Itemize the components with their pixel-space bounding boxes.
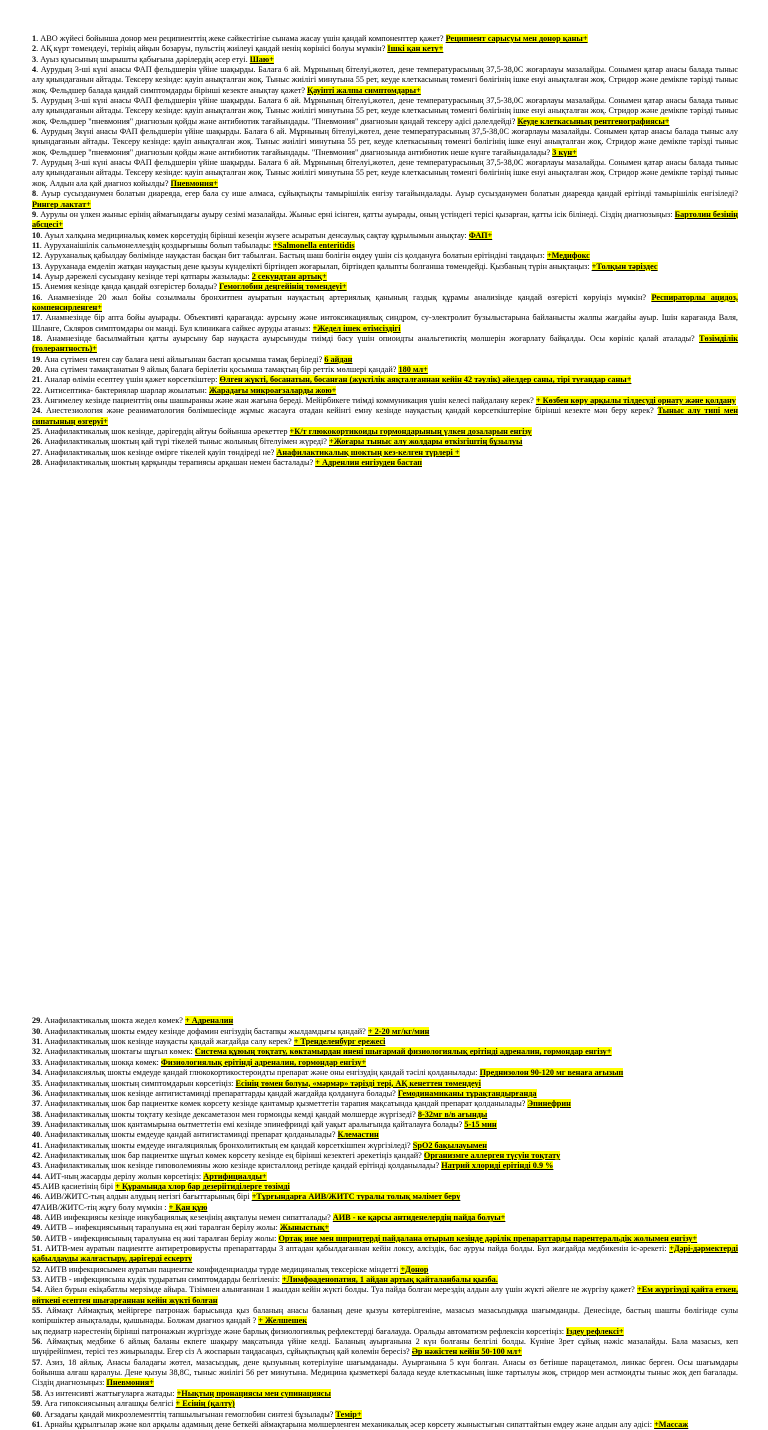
answer-highlight: +Донор (400, 1264, 429, 1274)
question-text: . Анафилактикалық шок кезінде науқасты қандай жағдайда салу керек? (40, 1037, 292, 1047)
question-text: . Ауруханалық қабылдау бөлімінде науқастан басқан бит табылған. Бастың шаш болігін өңдеу үшін сіз қолдануға болатын ерітіндіні таңдаңыз: (40, 251, 545, 261)
question-number: 2 (32, 44, 37, 54)
answer-highlight: Ортақ ине мен шприцтерді пайдалана отырып кезінде дәрілік препараттарды парентеральдік жолымен енгізу+ (278, 1233, 698, 1243)
question-item (32, 313, 738, 334)
question-number: 24 (32, 406, 41, 416)
question-number: 37 (32, 1099, 41, 1109)
question-item (32, 396, 738, 406)
question-number: 40 (32, 1130, 41, 1140)
question-item (32, 1172, 738, 1182)
question-number: 9 (32, 209, 37, 219)
question-item (32, 1079, 738, 1089)
question-number: 41 (32, 1140, 41, 1150)
answer-highlight: Шаю+ (249, 54, 274, 64)
answer-highlight: +Дәрі-дәрмектерді қабылдауды жалғастыру, дәрігерді ескерту (32, 1244, 738, 1264)
question-number: 34 (32, 1068, 41, 1078)
question-number: 29 (32, 1016, 41, 1026)
question-text: . Анафилактикалық шок кезінде гиповолемияны жою кезінде кристаллоид ретінде қандай ерітінді қолданылады? (40, 1161, 440, 1171)
question-item (32, 96, 738, 127)
question-list-part-2 (32, 1016, 738, 1430)
question-text: . Анафилактикалық шокта жедел көмек? (40, 1016, 183, 1026)
answer-highlight: +Массаж (654, 1419, 689, 1429)
question-item (32, 241, 738, 251)
answer-highlight: Организмге аллерген түсуін тоқтату (423, 1150, 561, 1160)
answer-highlight: +Жедел ішек өтімсіздігі (312, 323, 401, 333)
question-item (32, 34, 738, 44)
question-item (32, 189, 738, 210)
question-text: . Ауыл халқына медициналық көмек көрсетудің бірінші кезеңін жүзеге асыратын денсаулық сақтау құрылымын анықтау: (40, 230, 467, 240)
question-number: 15 (32, 282, 41, 292)
answer-highlight: +Тұрғындарға АИВ/ЖИТС туралы толық мәлімет беру (251, 1192, 461, 1202)
question-text: . Аймақт Аймақтық мейіргере патронаж барысында қыз баланың анасы баланың дене қызуы көтерілгеніне, мазасыз мазасыздыққа шағымданды. Денесінде, бастың шашты бөлігінде сулы көпіршіктер анықталады, қышынады. Болжам диагноз қандай ? (32, 1306, 738, 1326)
answer-highlight: Бартолин безінің абсцесі+ (32, 209, 739, 230)
question-number: 38 (32, 1109, 41, 1119)
question-text: . Айел бурын екіқабатлы мерзімде айыра. Тізімнен алынғаннан 1 жылдан кейін жүкті болды. Туа пайда болған мерездің алдын алу үшін жүкті әйелге не жүргізу қажет? (40, 1285, 635, 1295)
question-text: . Анафилактикалық шоктың қай түрі тікелей тыныс жолының бітелуімен жүреді? (40, 437, 327, 447)
question-item (32, 355, 738, 365)
question-text: . Ангимелеу кезінде пациенттің оны шашыранкы және жан жағына береді. Мейірбикеге тиімді коммуникация үшін келесі пайдалану керек? (40, 396, 534, 406)
question-item (32, 1306, 738, 1327)
question-number: 12 (32, 251, 41, 261)
answer-highlight: Система құюың тоқтату, көктамырдан инені шығармай физиологиялық ерітінді адреналин, гормондар енгізу+ (194, 1047, 612, 1057)
answer-highlight: ФАП+ (468, 230, 493, 240)
question-text: . Аурудың 3-ші күні анасы ФАП фельдшерін үйіне шақырды. Балаға 6 ай. Мұрнының бітелуі,жөтел, дене температурасының 37,5-38,0С жоғарлауы мазалайды. Сонымен қатар анасы балада тыныс алу қиындағанын айтады. Тексеру кезінде: қауіп анықталған жоқ. Тыныс жиілігі минутына 55 рет, кеуде клеткасының төменгі бөлігінің ішке енуі анықталған жоқ. Стридор және демікпе тәрізді тыныс жоқ. Алдын ала қай диагноз койылды? (32, 158, 738, 188)
question-text: . Анафилактикалық шок кезінде антигистаминді препараттарды қандай жағдайда қолдануға болады? (40, 1088, 396, 1098)
answer-highlight: Іздеу рефлексі+ (566, 1326, 624, 1336)
answer-highlight: + Адренлин енгізуден бастап (315, 458, 423, 468)
question-item (32, 1047, 738, 1057)
question-number: 5 (32, 96, 37, 106)
question-number: 26 (32, 437, 41, 447)
question-item (32, 1358, 738, 1389)
question-number: 49 (32, 1223, 41, 1233)
question-item (32, 127, 738, 158)
answer-highlight: 6 айдан (324, 354, 353, 364)
question-text: . Анафилактикалық шокқа көмек: (40, 1057, 159, 1067)
question-item (32, 251, 738, 261)
question-item (32, 1234, 738, 1244)
question-number: 22 (32, 385, 41, 395)
answer-highlight: Реципиент сарысуы мен донор қаны+ (445, 34, 588, 43)
question-text: . Анафилактикалық шокты емдеу кезінде дофамин енгізудің бастапқы жылдамдығы қандай? (40, 1026, 366, 1036)
question-item (32, 1244, 738, 1265)
question-number: 51 (32, 1244, 41, 1253)
answer-highlight: +Толқын тәріздес (591, 261, 658, 271)
question-number: 61 (32, 1419, 41, 1429)
question-number: 43 (32, 1161, 41, 1171)
question-item (32, 293, 738, 314)
question-number: 42 (32, 1150, 41, 1160)
question-text: . Аға гипоксиясының алғашқы белгісі (40, 1399, 174, 1409)
answer-highlight: +Лимфоаденопатия, 1 айдан артық қайталанбалы қызба. (281, 1275, 498, 1285)
question-text: . Анафилактикалық шок кезінде өмірге тікелей қауіп төндіреді не? (40, 447, 275, 457)
answer-highlight: Кеуде клеткасының рентгенографиясы+ (517, 116, 670, 126)
question-text: . АИТВ – инфекциясының таралуына ең жиі таралған берілу жолы: (40, 1223, 278, 1233)
question-text: . Ауыз қуысының шырышты қабығына дәрілердің әсер етуі. (36, 54, 248, 64)
question-number: 7 (32, 158, 37, 168)
question-text: . Аурудың 3-ші күні анасы ФАП фельдшерін үйіне шақырды. Балаға 6 ай. Мұрнының бітелуі,жөтел, дене температурасының 37,5-38,0С жоғарлауы мазалайды. Сонымен қатар анасы балада тыныс алу қиындағанын айтады. Тексеру кезінде: қауіп анықталған жоқ. Тыныс жиілігі минутына 55 рет, кеуде клеткасының төменгі бөлігінің ішке енуі анықталған жоқ. Стридор және демікпе тәрізді тыныс жоқ. Фельдшер балада қандай симптомдарды бірінші кезекте анықтау қажет? (32, 65, 738, 95)
question-number: 48 (32, 1212, 41, 1222)
question-text: . Анамнезінде басылмайтын қатты ауырсыну бар науқаста ауырсынуды тиімді басу үшін опиоидты анальгетиктің мөлшерін жоғарлату байқалды. Осы көрініс қалай аталады? (40, 333, 695, 343)
answer-highlight: + 2-20 мг/кг/мин (367, 1026, 430, 1036)
answer-highlight: Преднизолон 90-120 мг венаға ағызып (479, 1068, 624, 1078)
question-item (32, 1420, 738, 1430)
answer-highlight: +Salmonella enteritidis (273, 240, 355, 250)
question-item (32, 386, 738, 396)
question-text: . Анафилактикалық шокты емдеуде ингаляциялық бронхолитиктың ем қандай көрсеткішпен жүргізіледі? (40, 1140, 411, 1150)
answer-highlight: Гемодинамиканы тұрақтандырғанда (397, 1088, 537, 1098)
question-text: . Ағзадағы қандай микроэлементтің тапшылығынан гемоглобин синтезі бұзылады? (40, 1409, 334, 1419)
answer-highlight: 180 мл+ (398, 365, 428, 374)
question-item (32, 1068, 738, 1078)
question-item (32, 1265, 738, 1275)
question-number: 58 (32, 1388, 41, 1398)
question-number: 19 (32, 354, 41, 364)
question-number: 13 (32, 261, 41, 271)
question-number: 21 (32, 375, 41, 385)
question-item (32, 1141, 738, 1151)
question-item (32, 1399, 738, 1409)
question-text: . Антисептика- бактериялар шарлар жоылатын: (40, 385, 207, 395)
question-item (32, 158, 738, 189)
question-item (32, 1099, 738, 1109)
question-item (32, 1120, 738, 1130)
question-text: . Ана сүтімен тамақтанатын 9 айлық балаға берілетін қосымша тамақтың бір реттік мөлшері қандай? (40, 365, 397, 374)
question-number: 52 (32, 1264, 41, 1274)
question-text: . Анафилаксиялық шокты емдеуде қандай глюкокортикостероидты препарат және оны енгізудің қандай тәсілі қолданылады: (40, 1068, 478, 1078)
answer-highlight: Пневмония+ (170, 178, 219, 188)
question-number: 27 (32, 447, 41, 457)
question-item (32, 1182, 738, 1192)
question-item (32, 44, 738, 54)
question-number: 56 (32, 1337, 41, 1347)
question-text: . АИТВ-мен ауратын пациентте антиретровирусты препараттарды 3 аптадан қабылдағаннан кейін локсу, алсіздік, бас ауруы пайда болды. Бул жағдайда медбикенін іс-әрекеті: (40, 1244, 667, 1253)
question-number: 54 (32, 1285, 41, 1295)
answer-highlight: Физиологиялық ерітінді адреналин, гормондар енгізу+ (160, 1057, 367, 1067)
question-number: 50 (32, 1233, 41, 1243)
question-item (32, 458, 738, 468)
question-text: ық педиатр нәрестенің бірінші патронажын жүргізуде және барлық физиологиялық рефлекстерді бағалауда. Оральды автоматизм рефлексін көрсетіңіз: (32, 1326, 565, 1336)
question-text: . Анафилактикалық шок бар пациентке шұғыл көмек көрсету кезінде ең бірінші кезектегі әрекетіңіз қандай? (40, 1150, 422, 1160)
answer-highlight: Ішкі қан кету+ (387, 44, 444, 54)
question-item (32, 231, 738, 241)
answer-highlight: + Есінің (қалту) (175, 1399, 235, 1409)
question-number: 44 (32, 1171, 41, 1181)
blank-space (32, 468, 738, 1016)
answer-highlight: Жарадағы микроағзаларды жою+ (208, 385, 337, 395)
question-text: . Анафилактикалық шоктың қарқынды терапиясы арқашан немен басталады? (40, 458, 314, 468)
question-text: . Арнайы құрылғылар және кол арқылы адамның дене беткейі аймақтарына мөлшерленген механикалық әсер көрсету жыныстығын сипаттайтын емдеу және алдын алу әдісі: (40, 1419, 653, 1429)
question-number: 47 (32, 1202, 41, 1212)
question-number: 28 (32, 458, 41, 468)
question-text: . АҚ күрт төмендеуі, терінің айқын бозаруы, пульстің жиілеуі қандай ненің көрінісі болуы мүмкін? (36, 44, 386, 54)
answer-highlight: Пневмония+ (106, 1378, 154, 1388)
question-number: 1 (32, 34, 37, 43)
question-item (32, 1192, 738, 1202)
question-item (32, 1130, 738, 1140)
question-text: . Анафилактикалық шок бар пациентке көмек көрсету кезінде қантамыр қызметтетін тарапия мақсатында қандай препарат қолданылады? (40, 1099, 526, 1109)
question-number: 39 (32, 1119, 41, 1129)
answer-highlight: + Тренделенбург ережесі (293, 1037, 386, 1047)
question-item (32, 1089, 738, 1099)
answer-highlight: +Нықтың пронациясы мен супинациясы (176, 1388, 331, 1398)
answer-highlight: Гемоглобин деңгейінің төмендеуі+ (219, 282, 347, 292)
answer-highlight: Артифициалды+ (203, 1171, 267, 1181)
question-text: . Анафилактикалық шок қантамырына өытметтетін емі кезінде эпинефринді қай уақыт аралығында қайталауға болады? (40, 1119, 463, 1129)
question-text: . Анамнезінде бір апта бойы ауырады. Объективті қарағанда: аурсыну және интоксикациялық синдром, су-электролит бузылыстарына байланысты жалпы жағдайы ауыр. Ішін карағанда Валя, Шланге, Скляров симптомдары он манді. Бул клиникага сайкес ауруды атаныз: (32, 313, 738, 333)
question-text: . АИТВ - инфекциясына күдік тудыратын симптомдарды белгіленіз: (40, 1275, 280, 1285)
question-item (32, 1037, 738, 1047)
question-number: 23 (32, 396, 41, 406)
question-text: . Аурулы он үлкен жыныс ерінің аймағындағы ауыру сезімі мазалайды. Жыныс ерні ісінген, қатты ауырады, оның үстіндегі терісі қызарған, қатты ісік білінеді. Сіздің диагнозыңыз: (36, 209, 673, 219)
answer-highlight: Респираторлы ацидоз, компенсирленген+ (32, 292, 738, 312)
answer-highlight: Натрий хлориді ерітінді 0.9 % (441, 1161, 554, 1171)
question-item (32, 427, 738, 437)
question-item (32, 1110, 738, 1120)
question-item (32, 1016, 738, 1026)
question-text: . Аймақтық медбике 6 айлық баланы екпеге шақыру мақсатында үйіне келді. Баланың ауырғанына 2 күн болғаны белгілі болды. Күніне 3рет сұйық нәжіс мазалайды. Бала мазасыз, кеп шүңірейіпмен, терісі тез жиырылады. Егер сіз А жоспарын таңдасаңыз, сұйықтықтың қай көлемін бересіз? (32, 1337, 738, 1357)
question-text: . Анафилактикалық шок кезінде, дәрігердің айтуы бойынша әрекеттер (40, 427, 288, 437)
question-text: . Анафилактикалық шоктағы шұғыл көмек: (40, 1047, 193, 1057)
question-text: . Анемия кезінде қанда қандай өзгерістер болады? (40, 282, 218, 292)
question-text: . Ауыр дәрежелі сусыздану кезінде тері қатпары жазылады: (40, 271, 250, 281)
question-item (32, 375, 738, 385)
question-text: . Ана сүтімен емген сау балаға нені айлығынан бастап қосымша тамақ беріледі? (40, 354, 323, 364)
answer-highlight: Өлген жүкті, босанатын, босанған (жүктілік аяқталғаннан кейін 42 тәулік) әйелдер саны, тірі туғандар саны+ (219, 375, 632, 385)
answer-highlight: Есінің төмен болуы, «мәрмәр» тәрізді тері, АҚ кенеттен төмендеуі (235, 1078, 481, 1088)
question-number: 60 (32, 1409, 41, 1419)
question-item (32, 437, 738, 447)
answer-highlight: 5-15 мин (464, 1119, 497, 1129)
question-item (32, 1275, 738, 1285)
question-number: 45 (32, 1181, 41, 1191)
question-text: . Аз интенсивті жаттығуларға жатады: (40, 1388, 175, 1398)
question-number: 46 (32, 1192, 41, 1202)
answer-highlight: Темір+ (335, 1409, 362, 1419)
question-item (32, 1337, 738, 1358)
answer-highlight: +К/т глюкокортикоиды гормондарының үлкен дозаларын енгізу (289, 427, 532, 437)
question-number: 20 (32, 365, 41, 374)
question-number: 3 (32, 54, 37, 64)
question-number: 32 (32, 1047, 41, 1057)
question-item (32, 1151, 738, 1161)
answer-highlight: 3 күн+ (552, 147, 577, 157)
question-text: . Ауыр сусызданумен болатын диарeяда, егер бала су ише алмаса, сұйықтықты тамырішілік енгізу тағайындалады. Ауыр сусызданумен болатын диарeяда қандай ерітінді тамырішілік енгізіледі? (36, 189, 738, 199)
question-item (32, 1161, 738, 1171)
question-number: 36 (32, 1088, 41, 1098)
answer-highlight: + Құрамында хлор бар дезеріітиділерге төзімді (115, 1181, 290, 1191)
question-item (32, 282, 738, 292)
answer-highlight: +Ем жүргізуді қайта еткен, өйткені есептен шығарғаннан кейін жүкті болған (32, 1285, 739, 1305)
question-list-part-1 (32, 34, 738, 468)
answer-highlight: Рингер лактат+ (32, 199, 91, 209)
question-text: .АИВ қасиетінің бірі (40, 1181, 114, 1191)
answer-highlight: + Қан құю (168, 1202, 208, 1212)
answer-highlight: Қауіпті жалпы симптомдары+ (307, 85, 421, 95)
question-item (32, 1058, 738, 1068)
answer-highlight: SpO2 бақылауымен (412, 1140, 487, 1150)
question-text: . АИВ/ЖИТС-тың алдын алудың негізгі бағыттарының бірі (40, 1192, 250, 1202)
question-number: 57 (32, 1357, 41, 1367)
question-text: . Ауруханаішілік сальмонеллездің қоздырғышы болып табылады: (39, 240, 272, 250)
question-item (32, 262, 738, 272)
question-text: . Аурудың 3күні анасы ФАП фельдшерін үйіне шақырды. Балаға 6 ай. Мұрнының бітелуі,жөтел, дене температурасының 37,5-38,0С жоғарлауы мазалайды. Сонымен қатар анасы балада тыныс алу қиындағанын айтады. Тексеру кезінде: қауіп анықталған жоқ. Тыныс жиілігі минутына 55 рет, кеуде клеткасының төменгі бөлігінің ішке енуі анықталған жоқ. Стридор және демікпе тәрізді тыныс жоқ. Фельдшер "пневмония" диагнозын қойды және антибиотик тағайындады. "Пневмония" диагнозында антибиотик нешe күнге тағайындалады? (32, 127, 738, 157)
question-item (32, 1203, 738, 1213)
answer-highlight: 8-32мг в/в ағынды (417, 1109, 488, 1119)
question-text: . Аурудың 3-ші күні анасы ФАП фельдшерін үйіне шақырды. Балаға 6 ай. Мұрнының бітелуі,жөтел, дене температурасының 37,5-38,0С жоғарлауы мазалайды. Сонымен қатар анасы балада тыныс алу қиындағанын айтады. Тексеру кезінде: қауіп анықталған жоқ. Тыныс жиілігі минутына 55 рет, кеуде клеткасының төменгі бөлігінің ішке енуі анықталған жоқ. Стридор және демікпе тәрізді тыныс жоқ. Фельдшер "пневмония" диагнозын қойды және антибиотик тағайындады. "Пневмония" диагнозын қандай тексеру әдісі дәлелдейді? (32, 96, 738, 126)
question-number: 11 (32, 240, 40, 250)
question-item (32, 1285, 738, 1306)
question-text: . Анафилактикалық шокты тоқтату кезінде дексаметазон мен гормонды кемді қандай мөлшерде жүргізеді? (40, 1109, 416, 1119)
question-number: 10 (32, 230, 41, 240)
answer-highlight: АИВ - ке қарсы антиденелердің пайда болуы+ (332, 1212, 506, 1222)
question-item (32, 334, 738, 355)
answer-highlight: Тыныс алу типі мен сипатының өзгеруі+ (32, 406, 738, 426)
answer-highlight: Анафилактикалық шоктың кез-келген түрлері + (276, 447, 460, 457)
answer-highlight: + Желшешек (258, 1316, 308, 1326)
question-text: . Анамнезінде 20 жыл бойы созылмалы бронхитпен ауыратын науқастың артериялық қанының газдық құрамы анализінде қандай өзгерісті көруіңіз мүмкін? (40, 292, 647, 302)
question-number: 14 (32, 271, 41, 281)
question-number: 55 (32, 1306, 41, 1316)
answer-highlight: Төзімділік (толерантность)+ (32, 333, 739, 354)
question-item (32, 65, 738, 96)
question-text: . Аналар өлімін есептеу үшін қажет көрсеткіштер: (40, 375, 218, 385)
question-number: 35 (32, 1078, 41, 1088)
question-item (32, 1327, 738, 1337)
question-item (32, 448, 738, 458)
question-item (32, 1213, 738, 1223)
answer-highlight: +Медифокс (546, 251, 590, 261)
question-number: 16 (32, 292, 41, 302)
answer-highlight: 2 секундтан артық+ (251, 271, 327, 281)
question-number: 6 (32, 127, 37, 137)
question-item (32, 1223, 738, 1233)
question-item (32, 1410, 738, 1420)
answer-highlight: +Жоғары тыныс алу жолдары өткізгіштің бұзылуы (329, 437, 523, 447)
question-number: 59 (32, 1399, 41, 1409)
question-text: . АИТВ - инфекциясының таралуына ең жиі таралған берілу жолы: (40, 1233, 277, 1243)
question-item (32, 1027, 738, 1037)
question-text: . Анафилактикалық шоктың симптомдарын көрсетіңіз: (40, 1078, 234, 1088)
question-number: 33 (32, 1057, 41, 1067)
question-text: . Азиз, 18 айлық. Анасы баладағы жөтел, мазасыздық, дене қызуының көтерілуіне шағымданады. Ауырғанына 5 күн болған. Анасы өз бетінше парацетамол, линкас берген. Осы шағымдары бойынша алғаш қаралуы. Дене қызуы 38,8С, тыныс жиілігі 56 рет минутына. Медицина қызметкері балада кеуде клеткасының ішке тартылуы жоқ, стридор мен астмоидты тыныс жоқ деп бағалады. Сіздің диагнозыңыз: (32, 1357, 738, 1388)
question-number: 53 (32, 1275, 41, 1285)
question-item (32, 1389, 738, 1399)
answer-highlight: Әр нәжістен кейін 50-100 мл+ (411, 1347, 522, 1357)
question-number: 17 (32, 313, 41, 323)
question-text: . Анестезиология және реаниматология бөлімшесінде жұмыс жасауға отадан кейінгі емну кезінде науқастың қандай көрсеткіштеріне бірінші кезекте мән беру керек? (40, 406, 654, 416)
answer-highlight: Клемастин (337, 1130, 379, 1140)
question-number: 18 (32, 333, 41, 343)
question-text: . АИТВ инфекциясымен ауратын пациентке конфиденциалды түрде медициналық тексеріске міндетті (40, 1264, 399, 1274)
question-text: АИВ/ЖИТС-тің жұғу болу мүмкін : (40, 1202, 167, 1212)
question-number: 25 (32, 427, 41, 437)
question-text: . АИТ-ның жасарды дерілу жолын көрсетіңіз: (40, 1171, 202, 1181)
question-text: . Ауруханада емделіп жатқан науқастың дене қызуы күнделікті біртіндеп жоғарылап, біртіндеп қалыпты болғанша төмендейді. Қызбаның түрін анықтаңыз: (40, 261, 590, 271)
question-number: 31 (32, 1037, 41, 1047)
question-number: 30 (32, 1026, 41, 1036)
question-item (32, 406, 738, 427)
answer-highlight: + Адреналин (184, 1016, 234, 1026)
question-text: . Анафилактикалық шокты емдеуде қандай антигистаминді препарат қолданылады? (40, 1130, 336, 1140)
question-item (32, 210, 738, 231)
question-item (32, 272, 738, 282)
answer-highlight: Жыныстық+ (279, 1223, 330, 1233)
question-text: . АИВ инфекциясы кезінде инкубациялық кезеңінің аяқталуы немен сипатталады? (40, 1212, 331, 1222)
question-item (32, 55, 738, 65)
answer-highlight: Эпинефрин (527, 1099, 571, 1109)
question-item (32, 365, 738, 375)
answer-highlight: + Көзбен көру арқылы тілдесуді орнату және қолдану (535, 396, 736, 406)
question-number: 8 (32, 189, 37, 199)
question-number: 4 (32, 65, 37, 75)
question-text: . АВО жүйесі бойынша донор мен реципиенттің жеке сәйкестігіне сынама жасау үшін қандай компоненттер қажет? (36, 34, 444, 43)
